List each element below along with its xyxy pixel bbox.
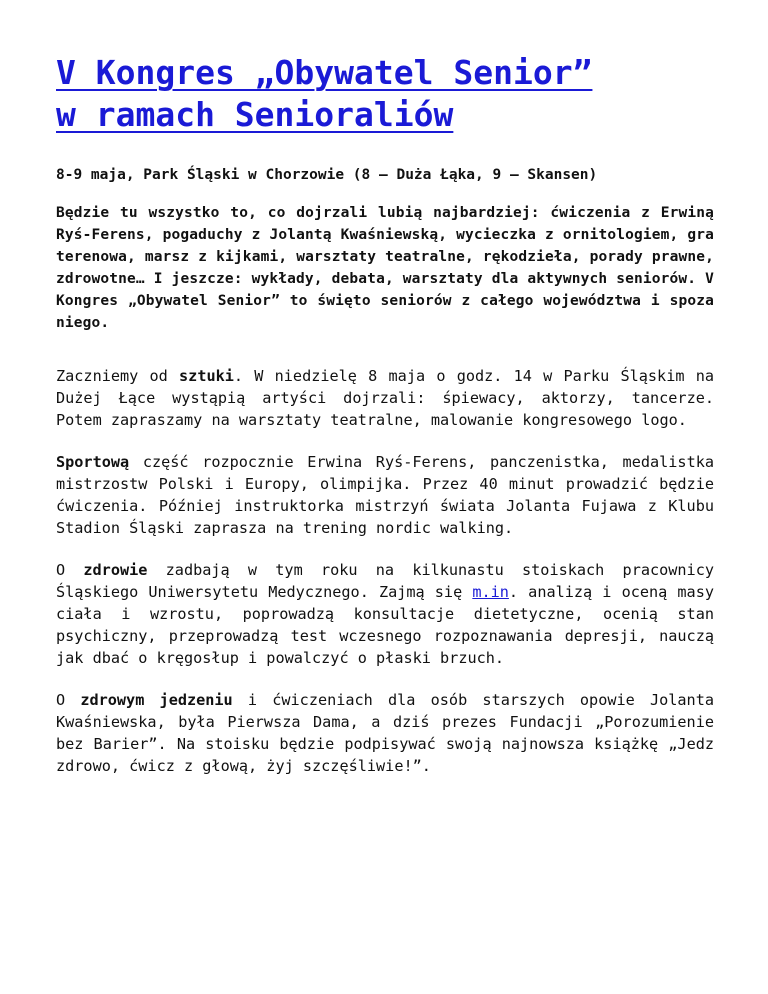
text: . W niedzielę 8 maja o godz. 14 w Parku Śląskim na Dużej Łące wystąpią artyści dojrzali: śpiewacy, aktorzy, tancerze. Potem zapraszamy na warsztaty teatralne, malowanie kongresowego logo. xyxy=(56,367,714,429)
text: O xyxy=(56,561,84,579)
article xyxy=(56,52,714,792)
text: część rozpocznie Erwina Ryś-Ferens, panczenistka, medalistka mistrzostw Polski i Europy, olimpijka. Przez 40 minut prowadzić będzie ćwiczenia. Później instruktorka mistrzyń świata Jolanta Fujawa z Klubu Stadion Śląski zaprasza na trening nordic walking. xyxy=(56,453,714,537)
text: . analizą i oceną masy ciała i wzrostu, poprowadzą konsultacje dietetyczne, ocenią stan psychiczny, przeprowadzą test wczesnego rozpoznawania depresji, nauczą jak dbać o kręgosłup i powalczyć o płaski brzuch. xyxy=(56,583,714,667)
paragraph-art xyxy=(56,365,714,431)
text: i ćwiczeniach dla osób starszych opowie Jolanta Kwaśniewska, była Pierwsza Dama, a dziś prezes Fundacji „Porozumienie bez Barier”. Na stoisku będzie podpisywać swoją najnowsza książkę „Jedz zdrowo, ćwicz z głową, żyj szczęśliwie!”. xyxy=(56,691,714,775)
title-line-2[interactable]: w ramach Senioraliów xyxy=(56,95,454,134)
text: O xyxy=(56,691,81,709)
bold-text: zdrowym jedzeniu xyxy=(80,691,233,709)
event-date-location: 8-9 maja, Park Śląski w Chorzowie (8 – Duża Łąka, 9 – Skansen) xyxy=(56,167,598,183)
paragraph-sport xyxy=(56,451,714,539)
min-link[interactable]: m.in xyxy=(472,583,509,601)
paragraph-healthy-food xyxy=(56,689,714,777)
bold-text: sztuki xyxy=(179,367,234,385)
paragraph-health xyxy=(56,559,714,669)
bold-text: zdrowie xyxy=(83,561,148,579)
text: zadbają w tym roku na kilkunastu stoiskach pracownicy Śląskiego Uniwersytetu Medycznego. Zajmą się xyxy=(56,561,714,601)
title-line-1[interactable]: V Kongres „Obywatel Senior” xyxy=(56,53,593,92)
lead-paragraph: Będzie tu wszystko to, co dojrzali lubią najbardziej: ćwiczenia z Erwiną Ryś-Ferens, pogaduchy z Jolantą Kwaśniewską, wycieczka z ornitologiem, gra terenowa, marsz z kijkami, warsztaty teatralne, rękodzieła, porady prawne, zdrowotne… I jeszcze: wykłady, debata, warsztaty dla aktywnych seniorów. V Kongres „Obywatel Senior” to święto seniorów z całego województwa i spoza niego. xyxy=(56,205,714,331)
text: Zaczniemy od xyxy=(56,367,180,385)
article-title[interactable] xyxy=(56,52,714,136)
bold-text: Sportową xyxy=(56,453,130,471)
